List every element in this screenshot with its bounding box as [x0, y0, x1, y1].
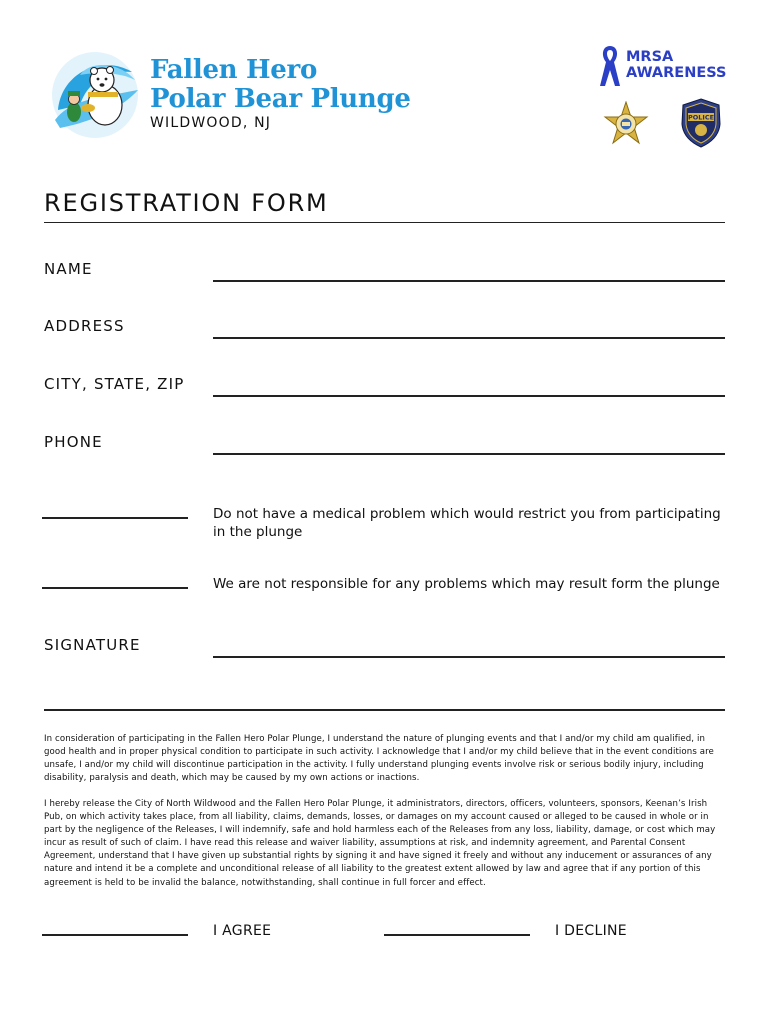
signature-field[interactable]: [213, 656, 725, 658]
medical-initials-field[interactable]: [42, 517, 188, 519]
mrsa-line1: MRSA: [626, 49, 674, 65]
liability-initials-field[interactable]: [42, 587, 188, 589]
event-title-line1: Fallen Hero: [150, 55, 317, 85]
polar-bear-logo: [50, 50, 140, 140]
event-location: WILDWOOD, NJ: [150, 115, 272, 131]
agree-signature-field[interactable]: [42, 934, 188, 936]
form-title: REGISTRATION FORM: [44, 189, 329, 217]
event-title-line2: Polar Bear Plunge: [150, 84, 411, 114]
agree-label: I AGREE: [213, 923, 272, 939]
signature-label: SIGNATURE: [44, 636, 141, 654]
section-divider: [44, 709, 725, 711]
police-badge-icon: [679, 98, 723, 148]
fop-star-badge-icon: [600, 101, 652, 149]
name-field[interactable]: [213, 280, 725, 282]
mrsa-awareness-logo: [598, 44, 733, 90]
address-field[interactable]: [213, 337, 725, 339]
name-label: NAME: [44, 260, 93, 278]
title-divider: [44, 222, 725, 223]
medical-acknowledgement-text: Do not have a medical problem which would restrict you from participating in the plunge: [213, 506, 721, 540]
event-title: [150, 56, 411, 114]
mrsa-line2: AWARENESS: [626, 65, 727, 81]
phone-field[interactable]: [213, 453, 725, 455]
consideration-paragraph: In consideration of participating in the Fallen Hero Polar Plunge, I understand the nature of plunging events and that I and/or my child am qualified, in good health and in proper physical condition to participate in such activity. I acknowledge that I and/or my child believe that in the event conditions are unsafe, I and/or my child will discontinue participation in the activity. I fully understand plunging events involve risk or serious bodily injury, including disability, paralysis and death, which may be caused by my own actions or inactions.: [44, 734, 714, 784]
city-state-zip-label: CITY, STATE, ZIP: [44, 375, 185, 393]
awareness-ribbon-icon: [598, 44, 622, 88]
phone-label: PHONE: [44, 433, 103, 451]
decline-label: I DECLINE: [555, 923, 627, 939]
police-badge-text: POLICE: [687, 113, 715, 122]
liability-acknowledgement-text: We are not responsible for any problems which may result form the plunge: [213, 576, 720, 592]
city-state-zip-field[interactable]: [213, 395, 725, 397]
decline-signature-field[interactable]: [384, 934, 530, 936]
address-label: ADDRESS: [44, 317, 125, 335]
release-paragraph: I hereby release the City of North Wildwood and the Fallen Hero Polar Plunge, it administrators, directors, officers, volunteers, sponsors, Keenan’s Irish Pub, on which activity takes place, from all liability, claims, demands, losses, or damages on my account caused or alleged to be caused in whole or in part by the negligence of the Releases, I will indemnify, safe and hold harmless each of the Releases from any loss, liability, damage, or cost which may incur as result of such of claim. I have read this release and waiver liability, assumptions at risk, and indemnity agreement, and Parental Consent Agreement, understand that I have given up substantial rights by signing it and have signed it freely and without any inducement or assurances of any nature and intend it be a complete and unconditional release of all liability to the greatest extent allowed by law and agree that if any portion of this agreement is held to be invalid the balance, notwithstanding, shall continue in full forcer and effect.: [44, 799, 716, 888]
